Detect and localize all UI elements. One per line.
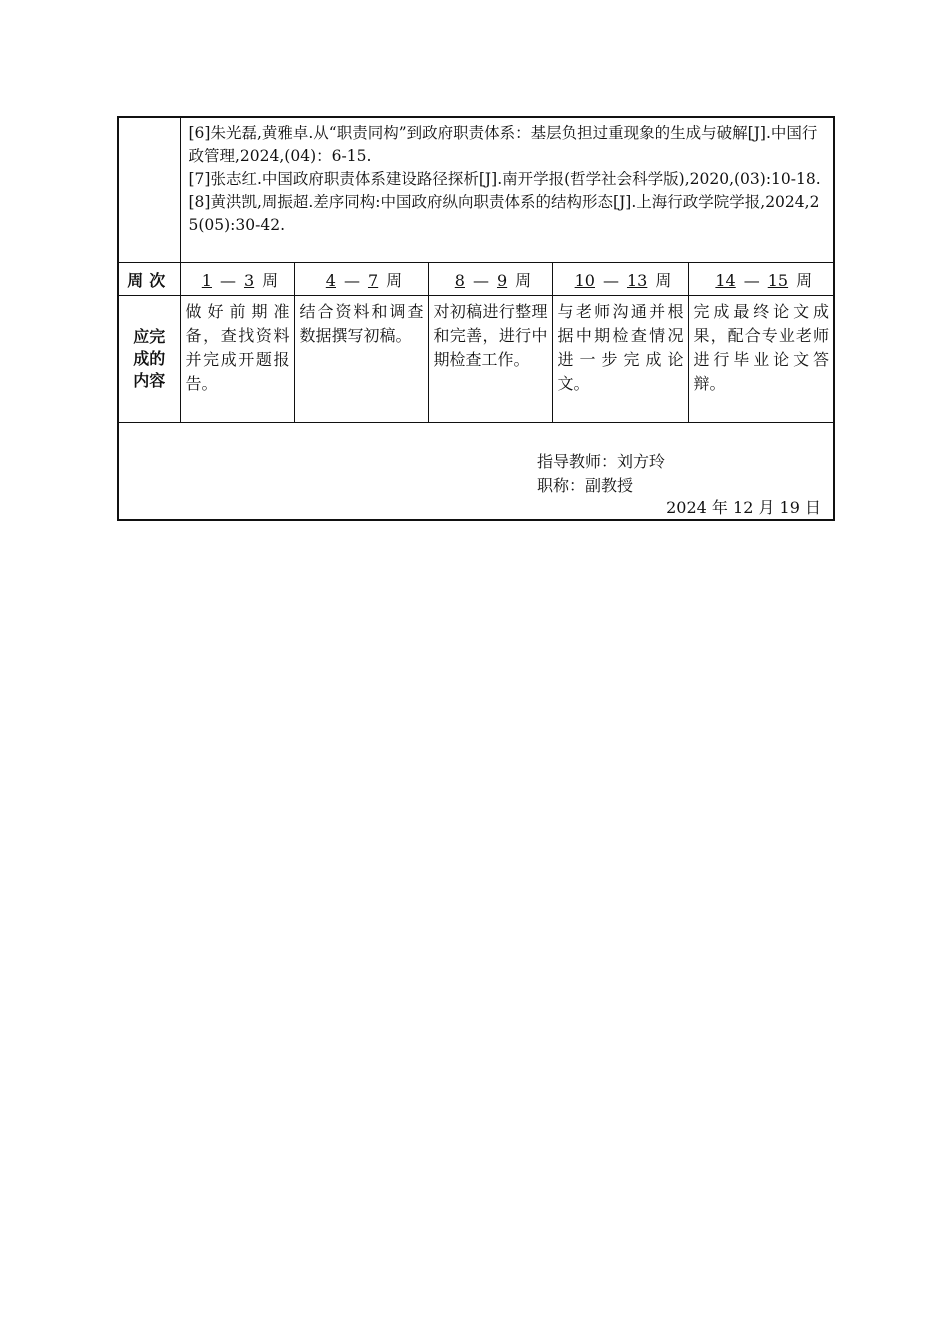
- week-dash: —: [343, 270, 360, 290]
- week-label: 周次: [118, 263, 180, 296]
- week-unit: 周: [262, 270, 279, 290]
- signature-cell: [118, 423, 834, 521]
- week-start: 14: [715, 270, 736, 290]
- task-3: 对初稿进行整理和完善，进行中期检查工作。: [428, 296, 552, 423]
- week-end: 13: [626, 270, 648, 290]
- week-end: 7: [367, 270, 379, 290]
- week-start: 4: [325, 270, 336, 290]
- week-unit: 周: [515, 270, 532, 290]
- week-unit: 周: [386, 270, 403, 290]
- task-5: 完成最终论文成果，配合专业老师进行毕业论文答辩。: [688, 296, 834, 423]
- week-start: 1: [201, 270, 212, 290]
- content-label-line: 应完: [133, 327, 166, 346]
- week-range-1: [180, 263, 294, 296]
- signature-date: 2024 年 12 月 19 日: [666, 498, 821, 517]
- week-dash: —: [472, 270, 489, 290]
- week-range-4: [552, 263, 688, 296]
- week-range-5: [688, 263, 834, 296]
- reference-8: [8]黄洪凯,周振超.差序同构:中国政府纵向职责体系的结构形态[J].上海行政学院学报,2024,25(05):30-42.: [188, 193, 820, 234]
- signature-row: [118, 423, 834, 521]
- week-range-3: [428, 263, 552, 296]
- week-unit: 周: [796, 270, 813, 290]
- reference-7: [7]张志红.中国政府职责体系建设路径探析[J].南开学报(哲学社会科学版),2020,(03):10-18.: [188, 170, 821, 188]
- content-label-line: 内容: [133, 371, 166, 390]
- week-dash: —: [219, 270, 236, 290]
- advisor-name: 指导教师：刘方玲: [537, 452, 666, 471]
- content-row: [118, 296, 834, 423]
- task-book-table: [117, 116, 835, 521]
- week-unit: 周: [655, 270, 672, 290]
- week-start: 8: [454, 270, 465, 290]
- signature-block: [537, 450, 665, 498]
- references-label-cell: [118, 117, 180, 263]
- week-row: [118, 263, 834, 296]
- week-end: 9: [496, 270, 508, 290]
- task-2: 结合资料和调查数据撰写初稿。: [294, 296, 428, 423]
- task-4: 与老师沟通并根据中期检查情况进一步完成论文。: [552, 296, 688, 423]
- task-1: 做好前期准备，查找资料并完成开题报告。: [180, 296, 294, 423]
- week-range-2: [294, 263, 428, 296]
- week-start: 10: [574, 270, 595, 290]
- references-row: [118, 117, 834, 263]
- reference-6: [6]朱光磊,黄雅卓.从“职责同构”到政府职责体系：基层负担过重现象的生成与破解[J].中国行政管理,2024,(04)：6-15.: [188, 124, 818, 165]
- week-dash: —: [743, 270, 760, 290]
- content-label-line: 成的: [133, 349, 166, 368]
- week-end: 15: [767, 270, 789, 290]
- content-label: [118, 296, 180, 423]
- advisor-title: 职称：副教授: [537, 476, 634, 495]
- references-cell: [180, 117, 834, 263]
- week-end: 3: [243, 270, 255, 290]
- week-dash: —: [602, 270, 619, 290]
